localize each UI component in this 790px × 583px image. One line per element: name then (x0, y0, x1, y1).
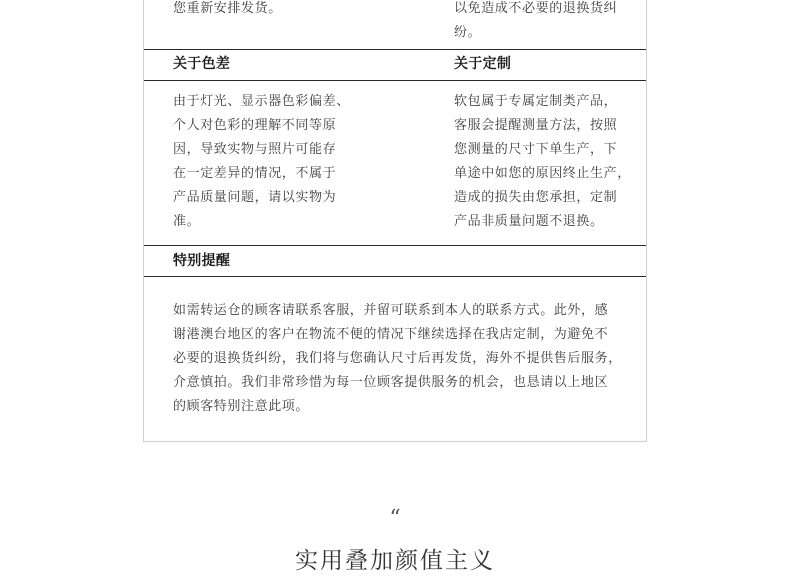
heading-customization: 关于定制 (454, 56, 512, 72)
section-title: 实用叠加颜值主义 (295, 548, 495, 574)
heading-special-reminder: 特别提醒 (173, 253, 231, 269)
divider (144, 49, 646, 50)
quote-mark: “ (389, 506, 401, 531)
top-left-fragment: 您重新安排发货。 (173, 1, 282, 16)
notice-panel (143, 0, 647, 442)
divider (144, 245, 646, 246)
customization-text: 软包属于专属定制类产品， 客服会提醒测量方法，按照 您测量的尺寸下单生产，下 单途中如您的原因终止生产， 造成的损失由您承担，定制 产品非质量问题不退换。 (454, 94, 631, 229)
top-right-fragment: 以免造成不必要的退换货纠 纷。 (454, 1, 618, 40)
divider (144, 276, 646, 277)
divider (144, 80, 646, 81)
heading-color-difference: 关于色差 (173, 56, 231, 72)
special-reminder-text: 如需转运仓的顾客请联系客服，并留可联系到本人的联系方式。此外，感 谢港澳台地区的客户在物流不便的情况下继续选择在我店定制，为避免不 必要的退换货纠纷，我们将与您确认尺寸后再发货，海外不提供售后服务， 介意慎拍。我们非常珍惜为每一位顾客提供服务的机会，也恳请以上地区 的顾客特别注意此项。 (173, 303, 622, 414)
color-difference-text: 由于灯光、显示器色彩偏差、 个人对色彩的理解不同等原 因，导致实物与照片可能存 在一定差异的情况，不属于 产品质量问题，请以实物为 准。 (173, 94, 350, 229)
